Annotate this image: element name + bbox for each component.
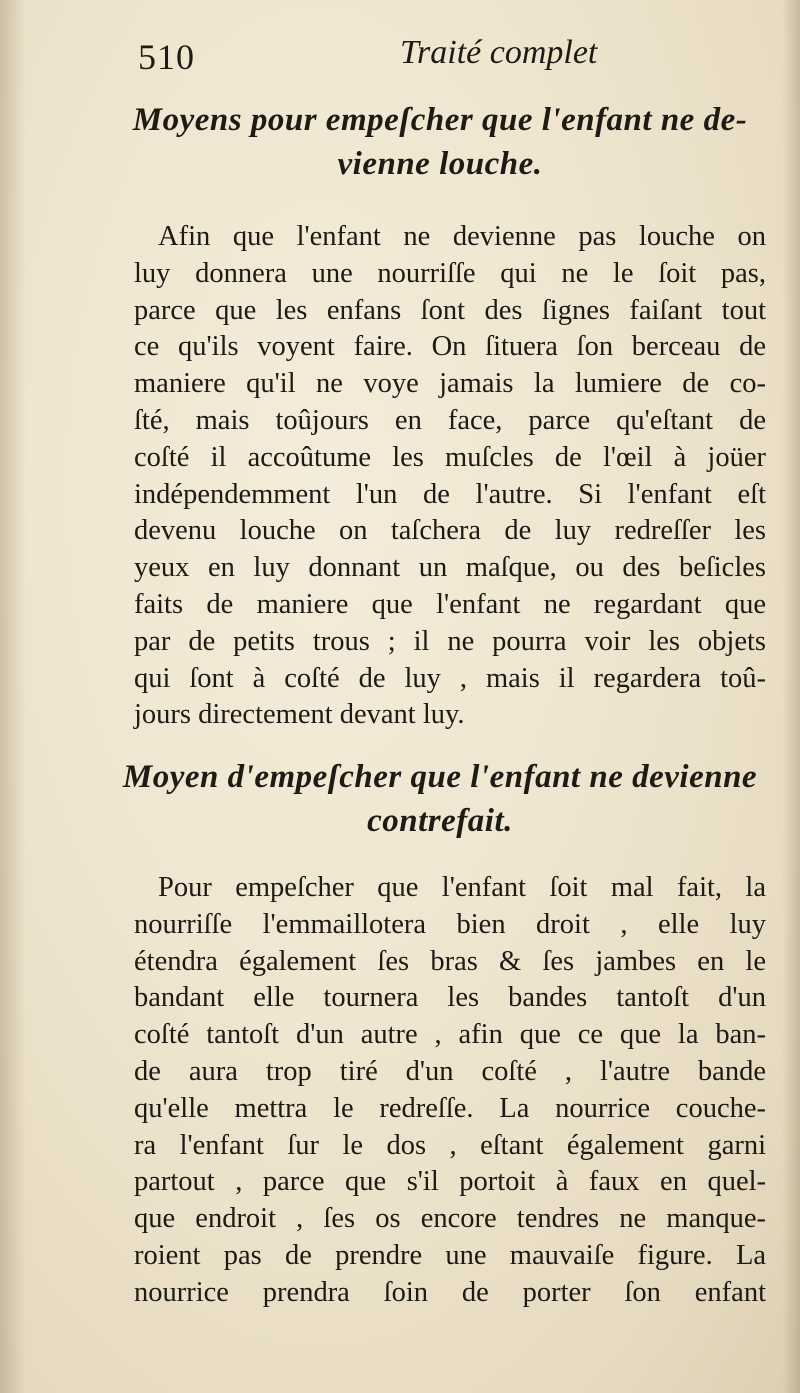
text-line: jours directement devant luy. (134, 699, 465, 731)
section-heading-contrefait (110, 755, 770, 843)
text-line: nourrice prendra ſoin de porter ſon enfant (134, 1276, 766, 1308)
text-line: étendra également ſes bras & ſes jambes en le (134, 945, 766, 977)
heading-line: Moyen d'empeſcher que l'enfant ne devienne (122, 759, 758, 795)
text-line: devenu louche on taſchera de luy redreſſer les (134, 515, 766, 547)
text-line: ra l'enfant ſur le dos , eſtant également garni (134, 1129, 766, 1161)
text-line: faits de maniere que l'enfant ne regardant que (134, 588, 766, 620)
heading-line: contrefait. (367, 803, 513, 839)
page-number: 510 (138, 37, 195, 77)
running-head (138, 34, 758, 84)
page-edge-shadow (782, 0, 800, 1393)
text-line: ce qu'ils voyent faire. On ſituera ſon berceau de (134, 331, 766, 363)
text-line: indépendemment l'un de l'autre. Si l'enfant eſt (134, 478, 766, 510)
text-line: Pour empeſcher que l'enfant ſoit mal fait, la (158, 872, 766, 903)
section-heading-louche (110, 98, 770, 186)
paragraph-contrefait (134, 870, 766, 1312)
text-line: qu'elle mettra le redreſſe. La nourrice couche- (134, 1092, 766, 1124)
text-line: roient pas de prendre une mauvaiſe figure. La (134, 1239, 766, 1271)
text-line: yeux en luy donnant un maſque, ou des beſicles (134, 552, 766, 584)
text-line: par de petits trous ; il ne pourra voir les objets (134, 625, 766, 657)
text-line: maniere qu'il ne voye jamais la lumiere de co- (134, 368, 766, 400)
text-line: coſté tantoſt d'un autre , afin que ce que la ban- (134, 1019, 766, 1051)
heading-line: Moyens pour empeſcher que l'enfant ne de- (132, 102, 748, 138)
text-line: nourriſſe l'emmaillotera bien droit , elle luy (134, 908, 766, 940)
text-line: de aura trop tiré d'un coſté , l'autre bande (134, 1055, 766, 1087)
running-title: Traité complet (400, 34, 598, 71)
text-line: qui ſont à coſté de luy , mais il regardera toû- (134, 662, 766, 694)
text-line: luy donnera une nourriſſe qui ne le ſoit pas, (134, 257, 766, 289)
paragraph-louche (134, 219, 766, 734)
text-line: coſté il accoûtume les muſcles de l'œil à joüer (134, 441, 766, 473)
text-line: Afin que l'enfant ne devienne pas louche on (158, 221, 766, 252)
text-line: parce que les enfans ſont des ſignes faiſant tout (134, 294, 766, 326)
gutter-shadow (0, 0, 26, 1393)
heading-line: vienne louche. (337, 146, 543, 182)
text-line: ſté, mais toûjours en face, parce qu'eſtant de (134, 404, 766, 436)
text-line: partout , parce que s'il portoit à faux en quel- (134, 1166, 766, 1198)
text-line: bandant elle tournera les bandes tantoſt d'un (134, 982, 766, 1014)
text-line: que endroit , ſes os encore tendres ne manque- (134, 1203, 766, 1235)
